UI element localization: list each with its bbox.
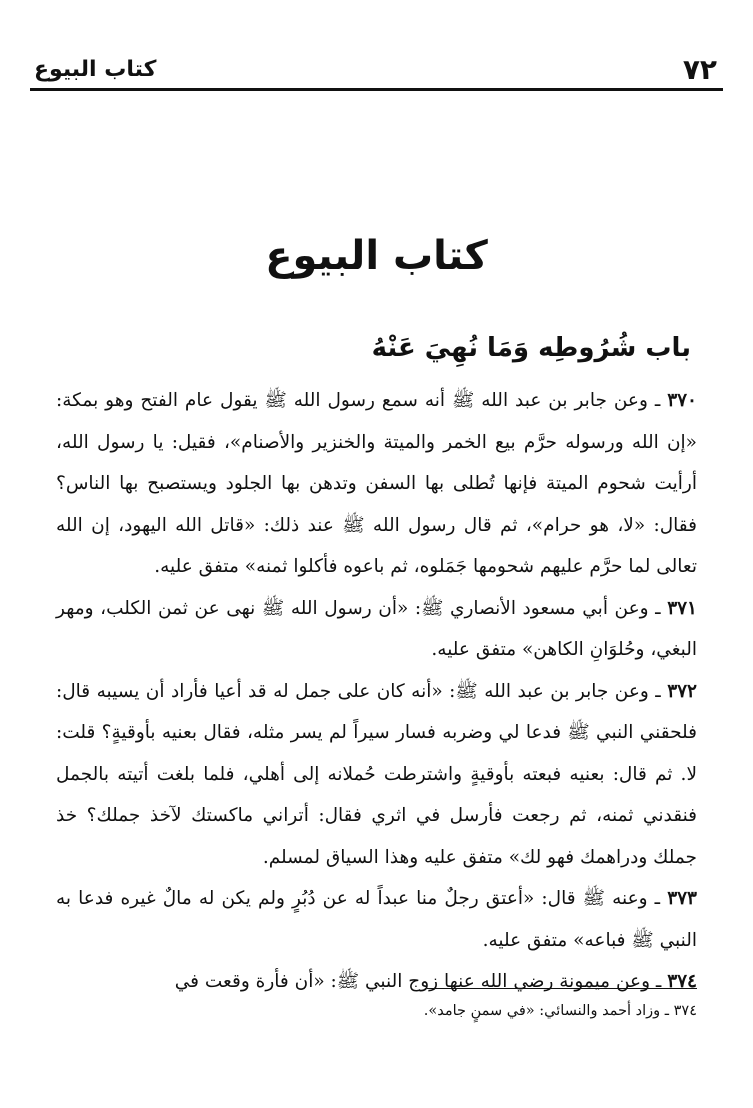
hadith-text: ـ وعن جابر بن عبد الله ﷺ أنه سمع رسول الله ﷺ يقول عام الفتح وهو بمكة: «إن الله ورسوله حرَّم بيع الخمر والميتة والخنزير والأصنام»، فقيل: يا رسول الله، أرأيت شحوم الميتة فإنها تُطلى بها السفن وتدهن بها الجلود ويستصبح بها الناس؟ فقال: «لا، هو حرام»، ثم قال رسول الله ﷺ عند ذلك: «قاتل الله اليهود، إن الله تعالى لما حرَّم عليهم شحومها جَمَلوه، ثم باعوه فأكلوا ثمنه» متفق عليه. <box>56 390 697 577</box>
running-title: كتاب البيوع <box>34 57 157 82</box>
hadith-body <box>56 380 697 1003</box>
hadith-paragraph <box>56 588 697 671</box>
hadith-text: ـ وعن ميمونة رضي الله عنها زوج النبي ﷺ: «أن فأرة وقعت في <box>174 971 668 992</box>
hadith-number: ٣٧٢ <box>667 680 697 702</box>
hadith-paragraph <box>56 961 697 1003</box>
running-header <box>30 52 723 88</box>
hadith-text: ـ وعن جابر بن عبد الله ﷺ: «أنه كان على جمل له قد أعيا فأراد أن يسيبه قال: فلحقني النبي ﷺ فدعا لي وضربه فسار سيراً لم يسر مثله، فقال بعنيه بأوقيةٍ؟ قلت: لا. ثم قال: بعنيه فبعته بأوقيةٍ واشترطت حُملانه إلى أهلي، فلما بلغت أتيته بالجمل فنقدني ثمنه، ثم رجعت فأرسل في اثري فقال: أتراني ماكستك لآخذ جملك؟ خذ جملك ودراهمك فهو لك» متفق عليه وهذا السياق لمسلم. <box>56 680 697 868</box>
hadith-number: ٣٧١ <box>667 597 697 619</box>
chapter-title: باب شُرُوطِه وَمَا نُهِيَ عَنْهُ <box>371 333 691 363</box>
hadith-number: ٣٧٠ <box>667 390 697 411</box>
page-number: ٧٢ <box>682 53 717 86</box>
hadith-text: ـ وعن أبي مسعود الأنصاري ﷺ: «أن رسول الله ﷺ نهى عن ثمن الكلب، ومهر البغي، وحُلوَانِ الكاهن» متفق عليه. <box>56 597 697 660</box>
footnote: ٣٧٤ ـ وزاد أحمد والنسائي: «في سمنٍ جامد». <box>423 1003 697 1019</box>
hadith-paragraph <box>56 878 697 961</box>
header-rule <box>30 88 723 91</box>
hadith-text: ـ وعنه ﷺ قال: «أعتق رجلٌ منا عبداً له عن دُبُرٍ ولم يكن له مالٌ غيره فدعا به النبي ﷺ فباعه» متفق عليه. <box>56 888 697 951</box>
book-title: كتاب البيوع <box>265 233 488 279</box>
hadith-number: ٣٧٣ <box>667 888 697 909</box>
footnote-rule <box>427 988 697 989</box>
hadith-paragraph <box>56 671 697 879</box>
hadith-paragraph <box>56 380 697 588</box>
hadith-number: ٣٧٤ <box>667 971 697 992</box>
